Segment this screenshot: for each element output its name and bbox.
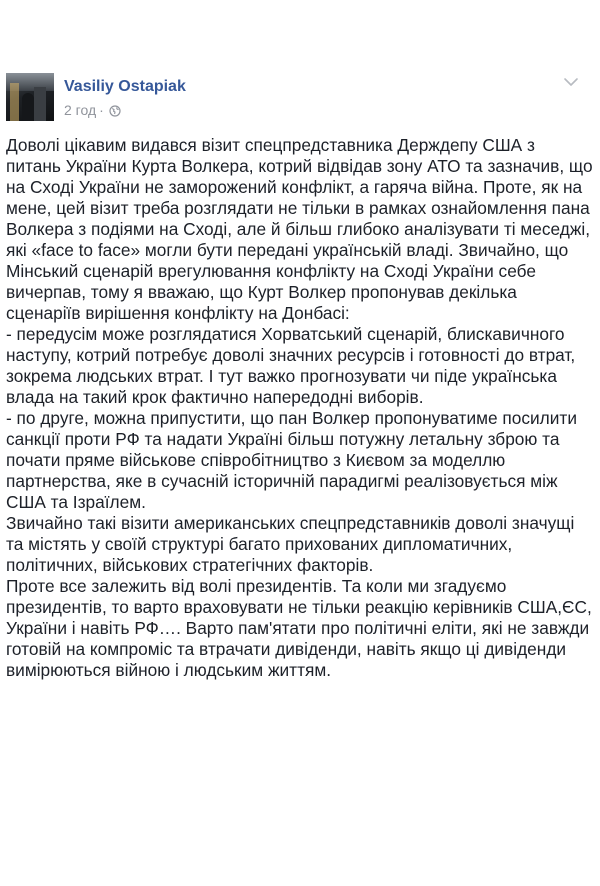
post-text-line: Проте все залежить від волі президентів. Та коли ми згадуємо <box>6 576 507 596</box>
post-text-line: Волкера з подіями на Сході, але й більш глибоко аналізувати ті меседжі, <box>6 219 591 239</box>
post-text-line: та містять у своїй структурі багато прихованих дипломатичних, <box>6 534 513 554</box>
post-text-line: на Сході України не заморожений конфлікт, а гаряча війна. Проте, як на <box>6 177 583 197</box>
post-text-line: - передусім може розглядатися Хорватський сценарій, блискавичного <box>6 324 565 344</box>
post-text-line: питань України Курта Волкера, котрий відвідав зону АТО та зазначив, що <box>6 156 593 176</box>
chevron-down-icon[interactable] <box>563 74 579 90</box>
post-text-line: влада на такий крок фактично напередодні виборів. <box>6 387 424 407</box>
post-text-line: вимірюються війною і людським життям. <box>6 660 332 680</box>
post-text-line: наступу, котрий потребує доволі значних ресурсів і готовності до втрат, <box>6 345 576 365</box>
post-text-line: вичерпав, тому я вважаю, що Курт Волкер пропонував декілька <box>6 282 517 302</box>
avatar-figure <box>22 93 34 121</box>
post-text <box>6 135 593 681</box>
avatar[interactable] <box>6 73 54 121</box>
post-text-line: які «face to face» могли бути передані українській владі. Звичайно, що <box>6 240 569 260</box>
post-timestamp[interactable]: 2 год <box>64 102 97 118</box>
post-text-line: партнерства, яке в сучасній історичній парадигмі реалізовується між <box>6 471 558 491</box>
post-text-line: готовій на компроміс та втрачати дивіденди, навіть якщо ці дивіденди <box>6 639 567 659</box>
post-text-line: сценаріїв вирішення конфлікту на Донбасі: <box>6 303 350 323</box>
post-meta <box>64 102 121 118</box>
avatar-building-right <box>34 87 46 121</box>
post-text-line: політичних, військових стратегічних факторів. <box>6 555 374 575</box>
post-text-line: Мінський сценарій врегулювання конфлікту на Сході України себе <box>6 261 536 281</box>
globe-icon[interactable] <box>109 104 121 116</box>
post-text-line: санкції проти РФ та надати Україні більш потужну летальну зброю та <box>6 429 560 449</box>
post-text-line: Звичайно такі візити американських спецпредставників доволі значущі <box>6 513 575 533</box>
post-text-line: США та Ізраїлем. <box>6 492 146 512</box>
avatar-building-left <box>10 83 19 121</box>
author-name-link[interactable]: Vasiliy Ostapiak <box>64 78 186 95</box>
post-text-line: Доволі цікавим видався візит спецпредставника Держдепу США з <box>6 135 535 155</box>
post-text-line: - по друге, можна припустити, що пан Волкер пропонуватиме посилити <box>6 408 577 428</box>
post-text-line: почати пряме військове співробітництво з Києвом за моделлю <box>6 450 506 470</box>
post-text-line: мене, цей візит треба розглядати не тільки в рамках ознайомлення пана <box>6 198 590 218</box>
post-text-line: президентів, то варто враховувати не тільки реакцію керівників США,ЄС, <box>6 597 592 617</box>
meta-separator: · <box>99 102 104 118</box>
post-text-line: України і навіть РФ…. Варто пам'ятати про політичні еліти, які не завжди <box>6 618 590 638</box>
post-text-line: зокрема людських втрат. І тут важко прогнозувати чи піде українська <box>6 366 557 386</box>
post-header <box>0 0 600 130</box>
